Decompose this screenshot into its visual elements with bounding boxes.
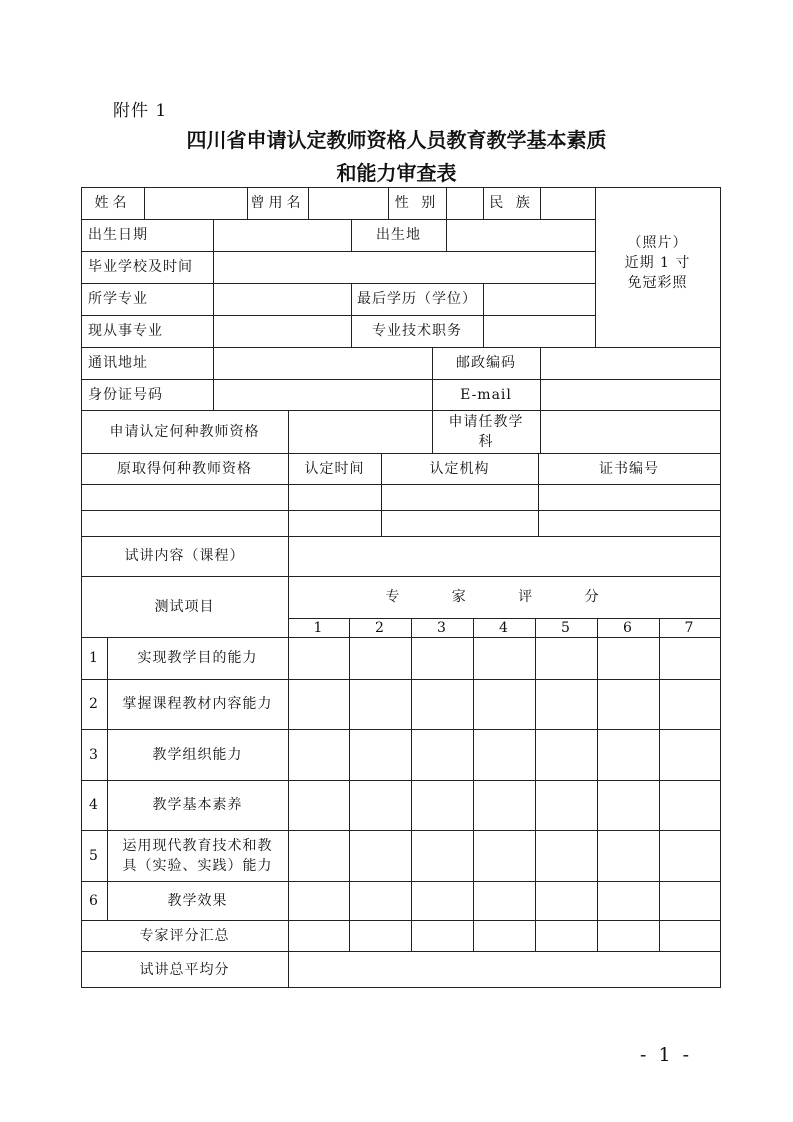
cert-time-field[interactable] <box>288 510 381 536</box>
email-label: E-mail <box>460 386 512 403</box>
major-label: 所学专业 <box>88 291 148 307</box>
score-cell[interactable] <box>411 780 473 830</box>
score-cell[interactable] <box>288 679 349 729</box>
test-item-number: 1 <box>89 650 99 666</box>
lecture-content-field[interactable] <box>288 536 720 576</box>
postcode-label: 邮政编码 <box>456 355 516 371</box>
test-item-label: 教学基本素养 <box>152 797 243 813</box>
summary-score-cell[interactable] <box>597 920 659 951</box>
score-cell[interactable] <box>288 780 349 830</box>
average-score-field[interactable] <box>288 951 720 988</box>
score-cell[interactable] <box>349 881 411 920</box>
cert-number-field[interactable] <box>538 510 720 536</box>
cert-time-field[interactable] <box>288 484 381 510</box>
score-cell[interactable] <box>535 679 597 729</box>
score-cell[interactable] <box>349 780 411 830</box>
summary-score-cell[interactable] <box>535 920 597 951</box>
score-cell[interactable] <box>535 881 597 920</box>
test-item-number: 6 <box>89 892 99 909</box>
score-cell[interactable] <box>411 679 473 729</box>
expert-column-header: 3 <box>437 619 447 636</box>
score-cell[interactable] <box>473 729 535 780</box>
cert-number-field[interactable] <box>538 484 720 510</box>
expert-column-header: 1 <box>313 619 324 636</box>
average-score-label: 试讲总平均分 <box>139 961 230 978</box>
score-cell[interactable] <box>473 830 535 881</box>
cert-number-label: 证书编号 <box>599 460 659 477</box>
id-number-label: 身份证号码 <box>88 386 163 403</box>
cert-org-label: 认定机构 <box>429 460 490 477</box>
test-item-number: 2 <box>89 696 99 712</box>
education-field[interactable] <box>483 283 595 315</box>
score-cell[interactable] <box>597 729 659 780</box>
expert-column-header: 4 <box>499 619 509 636</box>
apply-subject-label: 申请任教学 科 <box>448 413 524 450</box>
birth-place-label: 出生地 <box>376 227 421 243</box>
cert-org-field[interactable] <box>381 484 538 510</box>
test-item-number: 4 <box>89 797 99 813</box>
score-cell[interactable] <box>349 729 411 780</box>
former-name-field[interactable] <box>308 187 388 219</box>
score-cell[interactable] <box>288 637 349 679</box>
address-field[interactable] <box>213 347 432 379</box>
ethnicity-field[interactable] <box>540 187 595 219</box>
education-label: 最后学历（学位） <box>357 291 477 307</box>
score-cell[interactable] <box>288 729 349 780</box>
photo-placeholder: （照片） 近期 1 寸 免冠彩照 <box>624 235 691 291</box>
cert-time-label: 认定时间 <box>304 460 365 477</box>
score-cell[interactable] <box>659 679 720 729</box>
score-cell[interactable] <box>349 637 411 679</box>
test-item-label: 实现教学目的能力 <box>137 650 258 666</box>
birth-date-label: 出生日期 <box>88 227 148 243</box>
expert-column-header: 6 <box>623 619 633 636</box>
score-cell[interactable] <box>659 881 720 920</box>
score-cell[interactable] <box>659 637 720 679</box>
page-number: - 1 - <box>640 1044 693 1066</box>
form-title-line2: 和能力审查表 <box>336 161 457 185</box>
score-cell[interactable] <box>659 729 720 780</box>
address-label: 通讯地址 <box>88 355 148 371</box>
score-cell[interactable] <box>349 830 411 881</box>
score-cell[interactable] <box>473 679 535 729</box>
summary-score-cell[interactable] <box>473 920 535 951</box>
summary-score-cell[interactable] <box>288 920 349 951</box>
score-cell[interactable] <box>411 637 473 679</box>
form-title-line1: 四川省申请认定教师资格人员教育教学基本素质 <box>186 128 607 152</box>
expert-score-header: 专 家 评 分 <box>385 589 623 605</box>
birth-place-field[interactable] <box>446 219 595 251</box>
expert-column-header: 2 <box>375 619 385 636</box>
ethnicity-label: 民 族 <box>489 195 534 211</box>
expert-summary-label: 专家评分汇总 <box>139 927 230 944</box>
test-item-number: 3 <box>89 746 99 763</box>
postcode-field[interactable] <box>540 347 720 379</box>
score-cell[interactable] <box>411 830 473 881</box>
original-qualification-field[interactable] <box>81 484 288 510</box>
id-number-field[interactable] <box>213 379 432 410</box>
score-cell[interactable] <box>597 679 659 729</box>
score-cell[interactable] <box>288 881 349 920</box>
gender-field[interactable] <box>446 187 483 219</box>
current-major-field[interactable] <box>213 315 351 347</box>
tech-title-field[interactable] <box>483 315 595 347</box>
school-time-label: 毕业学校及时间 <box>88 259 193 275</box>
summary-score-cell[interactable] <box>659 920 720 951</box>
summary-score-cell[interactable] <box>349 920 411 951</box>
major-field[interactable] <box>213 283 351 315</box>
expert-column-header: 5 <box>561 619 571 636</box>
score-cell[interactable] <box>473 881 535 920</box>
email-field[interactable] <box>540 379 720 410</box>
school-time-field[interactable] <box>213 251 595 283</box>
name-label: 姓名 <box>94 195 131 211</box>
apply-qualification-label: 申请认定何种教师资格 <box>109 423 260 440</box>
test-item-label: 运用现代教育技术和教 具（实验、实践）能力 <box>122 837 273 874</box>
score-cell[interactable] <box>535 780 597 830</box>
birth-date-field[interactable] <box>213 219 351 251</box>
score-cell[interactable] <box>349 679 411 729</box>
score-cell[interactable] <box>288 830 349 881</box>
test-item-label: 教学效果 <box>167 892 228 909</box>
score-cell[interactable] <box>535 729 597 780</box>
score-cell[interactable] <box>411 729 473 780</box>
expert-column-header: 7 <box>684 619 695 636</box>
score-cell[interactable] <box>535 830 597 881</box>
score-cell[interactable] <box>659 830 720 881</box>
test-item-label: 掌握课程教材内容能力 <box>122 696 273 712</box>
apply-qualification-field[interactable] <box>288 410 432 453</box>
score-cell[interactable] <box>411 881 473 920</box>
summary-score-cell[interactable] <box>411 920 473 951</box>
former-name-label: 曾用名 <box>250 195 305 211</box>
attachment-label: 附件 1 <box>113 101 168 121</box>
apply-subject-field[interactable] <box>540 410 720 453</box>
cert-org-field[interactable] <box>381 510 538 536</box>
gender-label: 性 别 <box>394 195 440 211</box>
current-major-label: 现从事专业 <box>88 323 163 339</box>
original-qualification-label: 原取得何种教师资格 <box>117 460 252 477</box>
score-cell[interactable] <box>597 881 659 920</box>
test-item-number: 5 <box>89 847 99 864</box>
tech-title-label: 专业技术职务 <box>372 323 462 339</box>
score-cell[interactable] <box>473 637 535 679</box>
score-cell[interactable] <box>659 780 720 830</box>
name-field[interactable] <box>144 187 247 219</box>
lecture-content-label: 试讲内容（课程） <box>124 548 245 564</box>
score-cell[interactable] <box>597 780 659 830</box>
test-item-label: 教学组织能力 <box>152 746 243 763</box>
test-items-label: 测试项目 <box>154 598 215 615</box>
original-qualification-field[interactable] <box>81 510 288 536</box>
score-cell[interactable] <box>535 637 597 679</box>
score-cell[interactable] <box>597 637 659 679</box>
score-cell[interactable] <box>597 830 659 881</box>
score-cell[interactable] <box>473 780 535 830</box>
